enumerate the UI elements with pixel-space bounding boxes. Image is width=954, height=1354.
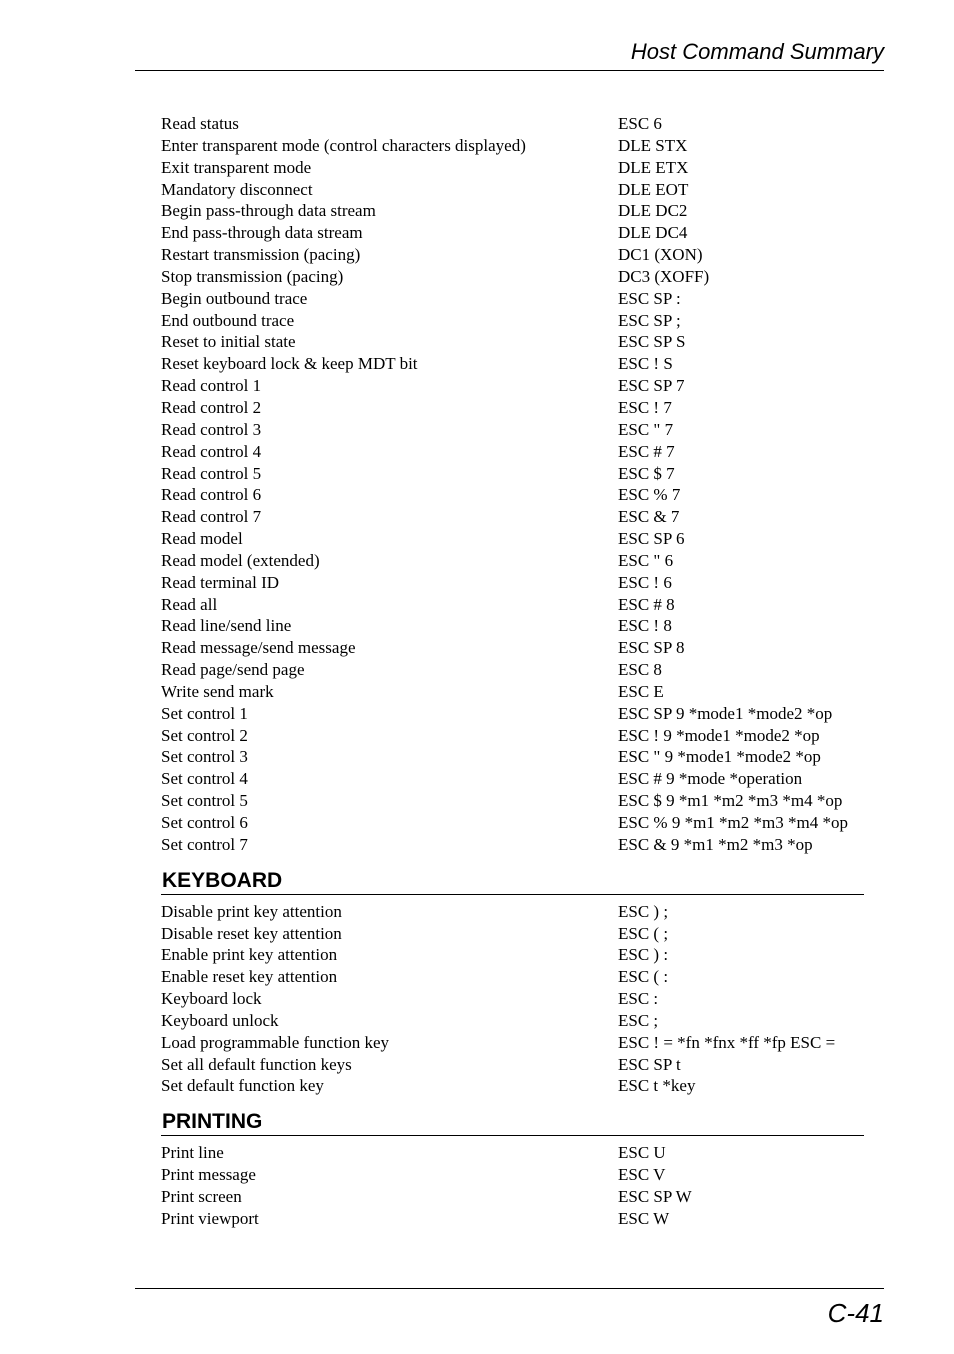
printing-commands-table [161, 1142, 864, 1229]
command-row [161, 266, 864, 288]
command-sequence: ESC ; [618, 1010, 659, 1030]
command-row [161, 1054, 864, 1076]
command-description: Read terminal ID [161, 572, 280, 592]
command-description: Keyboard lock [161, 989, 262, 1009]
command-description: Enter transparent mode (control characters displayed) [161, 135, 526, 155]
command-row [161, 1075, 864, 1097]
command-row [161, 419, 864, 441]
command-row [161, 331, 864, 353]
command-description: Read control 3 [161, 419, 262, 439]
command-description: Read model [161, 529, 243, 549]
command-row [161, 703, 864, 725]
command-description: Set all default function keys [161, 1054, 352, 1074]
command-sequence: ESC & 7 [618, 507, 680, 527]
command-row [161, 637, 864, 659]
command-sequence: DC3 (XOFF) [618, 266, 710, 286]
command-sequence: ESC " 9 *mode1 *mode2 *op [618, 747, 821, 767]
printing-section-heading: PRINTING [161, 1109, 864, 1136]
command-description: Load programmable function key [161, 1032, 390, 1052]
command-sequence: ESC & 9 *m1 *m2 *m3 *op [618, 834, 813, 854]
command-description: Read control 2 [161, 397, 262, 417]
command-description: Set control 4 [161, 769, 248, 789]
command-description: Keyboard unlock [161, 1010, 279, 1030]
command-sequence: ESC ) ; [618, 901, 669, 921]
command-sequence: DC1 (XON) [618, 245, 703, 265]
command-sequence: ESC SP 8 [618, 638, 685, 658]
command-sequence: ESC t *key [618, 1076, 696, 1096]
command-row [161, 200, 864, 222]
command-sequence: ESC 8 [618, 660, 662, 680]
command-description: End pass-through data stream [161, 223, 363, 243]
command-sequence: ESC ( ; [618, 923, 669, 943]
command-sequence: DLE STX [618, 135, 688, 155]
command-sequence: ESC $ 7 [618, 463, 675, 483]
command-sequence: ESC U [618, 1143, 666, 1163]
command-row [161, 353, 864, 375]
command-sequence: ESC SP S [618, 332, 686, 352]
command-row [161, 506, 864, 528]
command-row [161, 484, 864, 506]
command-row [161, 572, 864, 594]
command-row [161, 113, 864, 135]
command-row [161, 812, 864, 834]
command-row [161, 1208, 864, 1230]
command-row [161, 288, 864, 310]
command-sequence: ESC SP 7 [618, 376, 685, 396]
command-sequence: DLE ETX [618, 157, 689, 177]
command-description: Read line/send line [161, 616, 292, 636]
command-description: Print viewport [161, 1208, 259, 1228]
command-sequence: ESC SP 9 *mode1 *mode2 *op [618, 703, 833, 723]
command-sequence: ESC SP : [618, 288, 681, 308]
command-sequence: ESC W [618, 1208, 670, 1228]
command-description: Read control 6 [161, 485, 262, 505]
command-row [161, 1010, 864, 1032]
command-sequence: ESC ! 6 [618, 572, 672, 592]
command-sequence: DLE DC4 [618, 223, 688, 243]
command-row [161, 681, 864, 703]
command-summary-content [161, 113, 864, 1230]
command-sequence: ESC ( : [618, 967, 669, 987]
command-sequence: ESC " 7 [618, 419, 674, 439]
command-sequence: ESC E [618, 681, 664, 701]
command-row [161, 901, 864, 923]
command-description: Read control 4 [161, 441, 262, 461]
command-sequence: ESC # 7 [618, 441, 675, 461]
command-description: End outbound trace [161, 310, 295, 330]
command-row [161, 1186, 864, 1208]
command-row [161, 746, 864, 768]
command-description: Write send mark [161, 681, 274, 701]
keyboard-section-heading: KEYBOARD [161, 868, 864, 895]
command-description: Restart transmission (pacing) [161, 245, 361, 265]
command-sequence: ESC ! 7 [618, 397, 672, 417]
command-sequence: ESC ! = *fn *fnx *ff *fp ESC = [618, 1032, 836, 1052]
command-row [161, 1142, 864, 1164]
command-description: Set control 2 [161, 725, 248, 745]
command-row [161, 550, 864, 572]
command-sequence: ESC SP 6 [618, 529, 685, 549]
command-description: Disable reset key attention [161, 923, 342, 943]
command-row [161, 923, 864, 945]
page-number: C-41 [827, 1298, 884, 1328]
command-sequence: ESC V [618, 1165, 666, 1185]
command-row [161, 244, 864, 266]
command-description: Enable print key attention [161, 945, 338, 965]
command-sequence: ESC # 8 [618, 594, 675, 614]
command-description: Begin pass-through data stream [161, 201, 376, 221]
command-sequence: ESC # 9 *mode *operation [618, 769, 803, 789]
command-sequence: ESC ) : [618, 945, 669, 965]
command-row [161, 310, 864, 332]
command-row [161, 790, 864, 812]
command-description: Set control 3 [161, 747, 248, 767]
command-description: Disable print key attention [161, 901, 342, 921]
command-row [161, 528, 864, 550]
command-description: Reset to initial state [161, 332, 296, 352]
command-description: Print line [161, 1143, 224, 1163]
command-description: Read message/send message [161, 638, 356, 658]
command-row [161, 135, 864, 157]
command-description: Reset keyboard lock & keep MDT bit [161, 354, 418, 374]
command-row [161, 222, 864, 244]
command-sequence: ESC $ 9 *m1 *m2 *m3 *m4 *op [618, 791, 843, 811]
command-description: Set control 5 [161, 791, 248, 811]
command-description: Begin outbound trace [161, 288, 308, 308]
general-commands-table [161, 113, 864, 856]
command-row [161, 375, 864, 397]
command-sequence: DLE DC2 [618, 201, 688, 221]
command-sequence: ESC SP t [618, 1054, 681, 1074]
command-row [161, 834, 864, 856]
command-sequence: ESC % 9 *m1 *m2 *m3 *m4 *op [618, 813, 848, 832]
page-header-title: Host Command Summary [630, 39, 884, 64]
command-description: Read all [161, 594, 218, 614]
command-row [161, 594, 864, 616]
command-description: Set control 6 [161, 813, 248, 832]
command-description: Set control 1 [161, 703, 248, 723]
command-description: Read status [161, 114, 239, 133]
command-row [161, 615, 864, 637]
command-description: Read control 7 [161, 507, 262, 527]
command-row [161, 397, 864, 419]
command-description: Read model (extended) [161, 550, 320, 570]
command-sequence: ESC " 6 [618, 550, 674, 570]
command-row [161, 1032, 864, 1054]
command-description: Enable reset key attention [161, 967, 338, 987]
command-sequence: ESC ! 8 [618, 616, 672, 636]
command-row [161, 944, 864, 966]
command-description: Read page/send page [161, 660, 305, 680]
command-sequence: ESC 6 [618, 114, 662, 133]
command-sequence: ESC ! S [618, 354, 673, 374]
keyboard-commands-table [161, 901, 864, 1098]
command-description: Mandatory disconnect [161, 179, 313, 199]
header-divider [135, 70, 884, 71]
command-sequence: DLE EOT [618, 179, 689, 199]
command-description: Print screen [161, 1186, 242, 1206]
command-sequence: ESC SP W [618, 1186, 692, 1206]
command-row [161, 659, 864, 681]
command-row [161, 725, 864, 747]
command-row [161, 157, 864, 179]
command-row [161, 988, 864, 1010]
command-description: Stop transmission (pacing) [161, 266, 344, 286]
command-row [161, 463, 864, 485]
command-description: Set default function key [161, 1076, 324, 1096]
command-sequence: ESC : [618, 989, 659, 1009]
command-description: Read control 1 [161, 376, 262, 396]
command-row [161, 966, 864, 988]
command-description: Exit transparent mode [161, 157, 312, 177]
command-description: Read control 5 [161, 463, 262, 483]
command-row [161, 768, 864, 790]
command-description: Print message [161, 1165, 256, 1185]
footer-divider [135, 1288, 884, 1289]
command-sequence: ESC SP ; [618, 310, 681, 330]
command-row [161, 179, 864, 201]
command-sequence: ESC % 7 [618, 485, 681, 505]
command-sequence: ESC ! 9 *mode1 *mode2 *op [618, 725, 820, 745]
command-row [161, 441, 864, 463]
command-description: Set control 7 [161, 834, 248, 854]
command-row [161, 1164, 864, 1186]
